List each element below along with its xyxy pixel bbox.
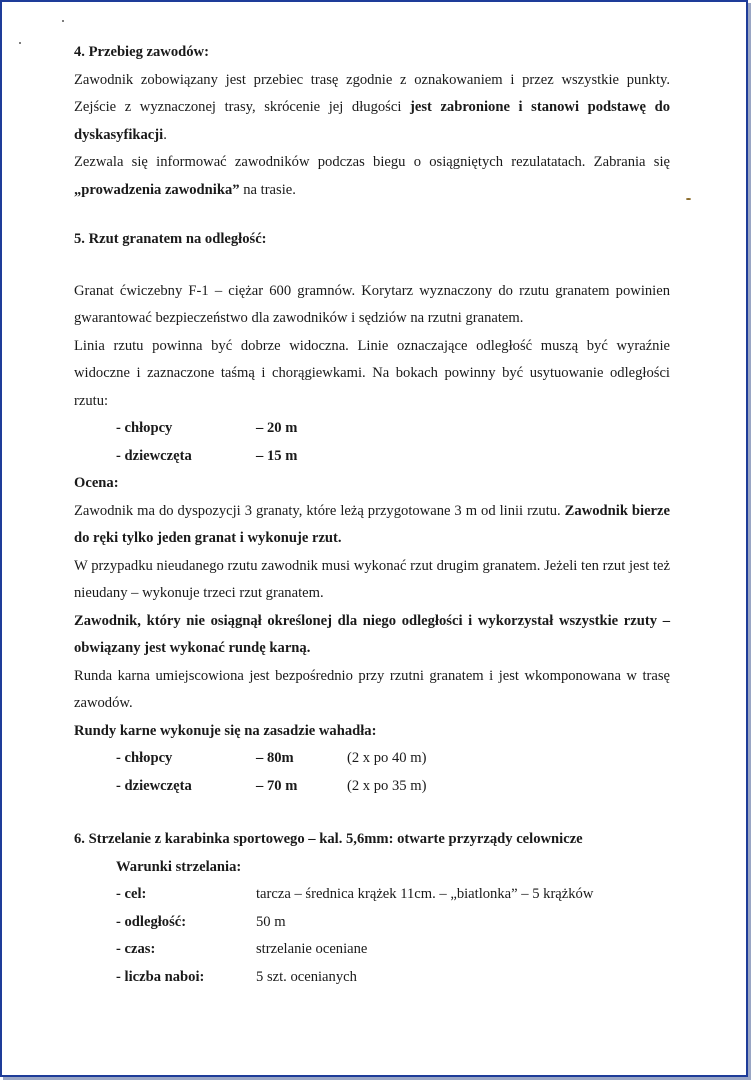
scan-speck (62, 20, 64, 22)
section-4-paragraph-2: Zezwala się informować zawodników podczas biegu o osiągniętych rezulatatach. Zabrania się „prowadzenia zawodnika” na trasie. (74, 154, 670, 198)
distance-row: - chłopcy – 20 m (116, 420, 298, 436)
conditions-row: - liczba naboi: 5 szt. ocenianych (116, 968, 357, 985)
section-5-paragraph-6: Runda karna umiejscowiona jest bezpośrednio przy rzutni granatem i jest wkomponowana w trasę zawodów. (74, 667, 670, 711)
conditions-row: - cel: tarcza – średnica krążek 11cm. – „biatlonka” – 5 krążków (116, 886, 594, 902)
scan-speck (19, 42, 21, 44)
section-4-paragraph-1: Zawodnik zobowiązany jest przebiec trasę zgodnie z oznakowaniem i przez wszystkie punkty. Zejście z wyznaczonej trasy, skrócenie jej długości jest zabronione i stanowi podstawę do dyskasyfikacji. (74, 71, 670, 143)
warunki-row: Warunki strzelania: (116, 858, 242, 875)
section-5-paragraph-5: Zawodnik, który nie osiągnął określonej dla niego odległości i wykorzystał wszystkie rzuty – obwiązany jest wykonać rundę karną. (74, 612, 670, 656)
ocena-heading: Ocena: (74, 475, 119, 491)
penalty-row: - chłopcy – 80m (2 x po 40 m) (116, 750, 427, 766)
penalty-row: - dziewczęta – 70 m (2 x po 35 m) (116, 777, 427, 794)
section-6-heading: 6. Strzelanie z karabinka sportowego – kal. 5,6mm: otwarte przyrządy celownicze (74, 831, 583, 847)
document-body (74, 39, 670, 991)
rundy-heading: Rundy karne wykonuje się na zasadzie wahadła: (74, 722, 377, 739)
section-4-heading: 4. Przebieg zawodów: (74, 44, 209, 60)
conditions-row: - czas: strzelanie oceniane (116, 941, 368, 957)
section-5-heading: 5. Rzut granatem na odległość: (74, 231, 267, 247)
section-5-paragraph-3: Zawodnik ma do dyspozycji 3 granaty, które leżą przygotowane 3 m od linii rzutu. Zawodnik bierze do ręki tylko jeden granat i wykonuje rzut. (74, 502, 670, 546)
section-5-paragraph-1: Granat ćwiczebny F-1 – ciężar 600 gramnów. Korytarz wyznaczony do rzutu granatem powinien gwarantować bezpieczeństwo dla zawodników i sędziów na rzutni granatem. (74, 282, 670, 326)
section-5-paragraph-4: W przypadku nieudanego rzutu zawodnik musi wykonać rzut drugim granatem. Jeżeli ten rzut jest też nieudany – wykonuje trzeci rzut granatem. (74, 557, 670, 601)
scan-speck (686, 198, 691, 200)
distance-row: - dziewczęta – 15 m (116, 447, 298, 464)
section-5-paragraph-2: Linia rzutu powinna być dobrze widoczna. Linie oznaczające odległość muszą być wyraźnie widoczne i zaznaczone taśmą i chorągiewkami. Na bokach powinny być usytuowanie odległości rzutu: (74, 337, 670, 409)
conditions-row: - odległość: 50 m (116, 913, 286, 930)
